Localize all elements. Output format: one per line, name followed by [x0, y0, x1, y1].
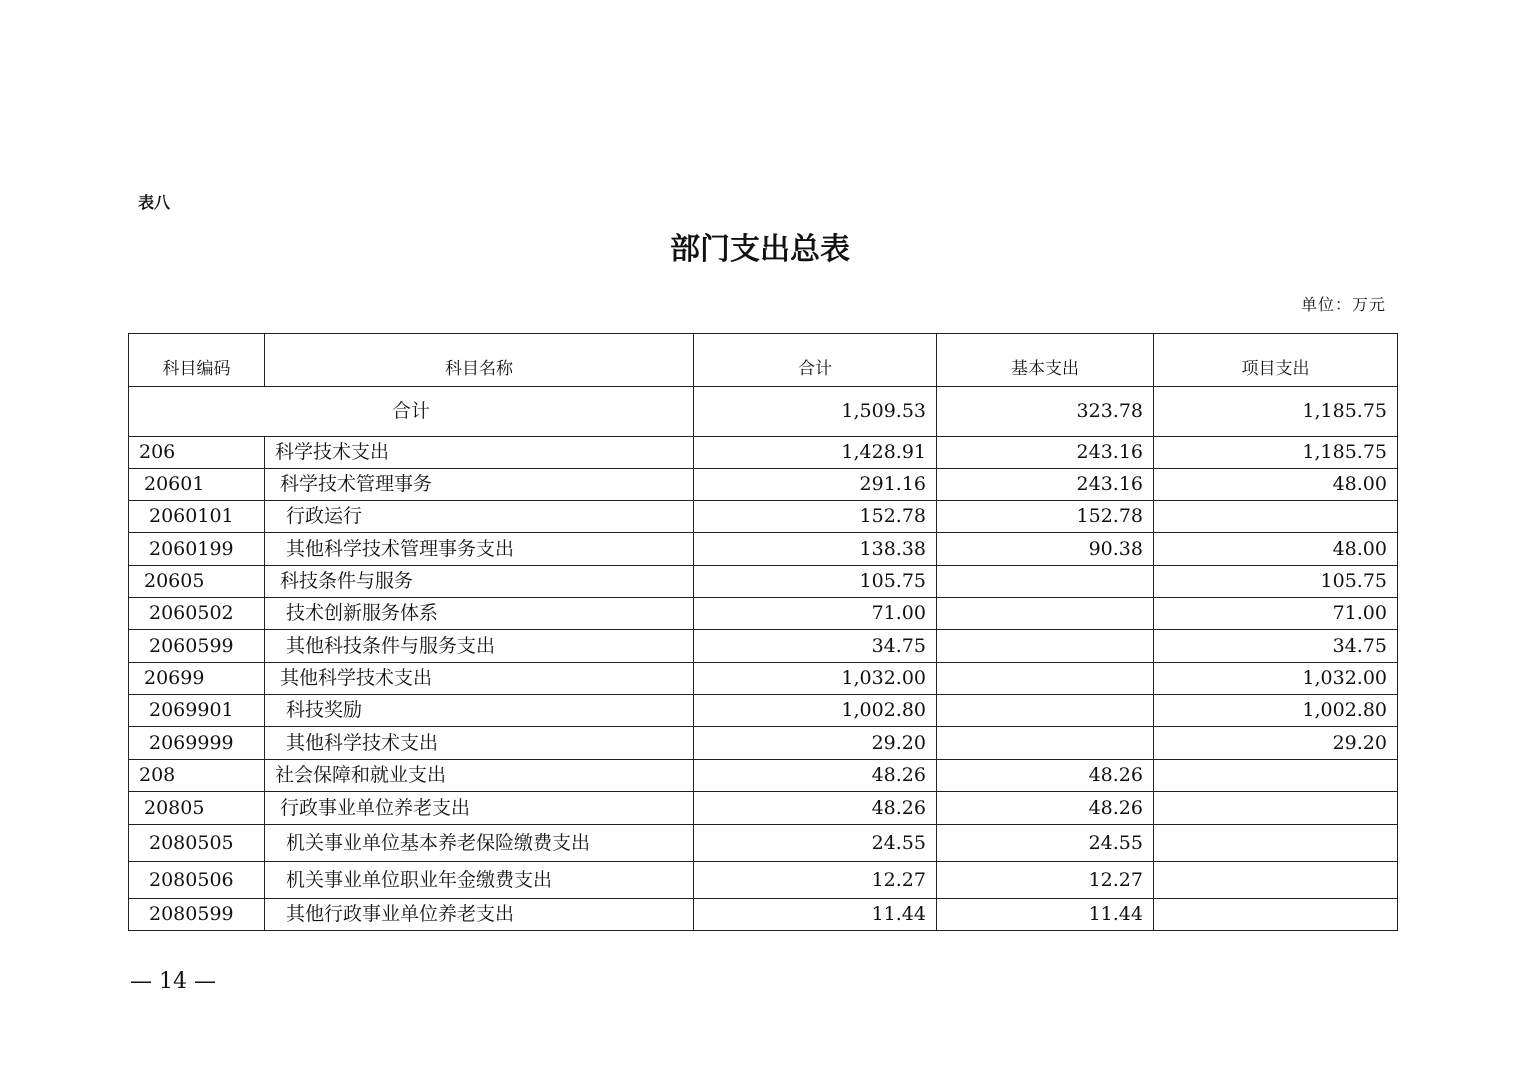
total-row-total: 1,509.53: [694, 387, 937, 437]
column-header-name: 科目名称: [265, 334, 694, 387]
row-basic: 90.38: [937, 533, 1154, 566]
row-basic: 12.27: [937, 862, 1154, 899]
row-code: 2080599: [129, 899, 265, 931]
total-row-project: 1,185.75: [1154, 387, 1398, 437]
table-label: 表八: [138, 193, 171, 212]
row-total: 1,002.80: [694, 695, 937, 727]
row-name: 科学技术管理事务: [265, 469, 694, 501]
row-basic: [937, 695, 1154, 727]
row-code: 2060599: [129, 630, 265, 663]
row-code: 2060101: [129, 501, 265, 533]
row-name: 行政事业单位养老支出: [265, 792, 694, 825]
row-basic: [937, 566, 1154, 598]
row-name: 行政运行: [265, 501, 694, 533]
row-basic: 48.26: [937, 792, 1154, 825]
row-total: 48.26: [694, 760, 937, 792]
row-project: 34.75: [1154, 630, 1398, 663]
row-total: 29.20: [694, 727, 937, 760]
header-row: [129, 334, 1398, 387]
row-project: 48.00: [1154, 469, 1398, 501]
table-row: [129, 792, 1398, 825]
row-basic: 24.55: [937, 825, 1154, 862]
table-row: [129, 566, 1398, 598]
row-basic: [937, 598, 1154, 630]
row-total: 1,428.91: [694, 437, 937, 469]
unit-label: 单位：万元: [1300, 295, 1386, 314]
row-code: 2080506: [129, 862, 265, 899]
row-basic: 152.78: [937, 501, 1154, 533]
table-row: [129, 469, 1398, 501]
table-row: [129, 899, 1398, 931]
row-basic: 48.26: [937, 760, 1154, 792]
row-code: 206: [129, 437, 265, 469]
row-project: [1154, 501, 1398, 533]
row-name: 其他行政事业单位养老支出: [265, 899, 694, 931]
total-row: [129, 387, 1398, 437]
row-project: 1,185.75: [1154, 437, 1398, 469]
column-header-total: 合计: [694, 334, 937, 387]
table-row: [129, 727, 1398, 760]
row-basic: [937, 630, 1154, 663]
table-row: [129, 437, 1398, 469]
row-code: 20805: [129, 792, 265, 825]
table-row: [129, 630, 1398, 663]
table-row: [129, 598, 1398, 630]
row-total: 138.38: [694, 533, 937, 566]
row-total: 11.44: [694, 899, 937, 931]
row-project: [1154, 792, 1398, 825]
row-name: 其他科学技术支出: [265, 663, 694, 695]
row-basic: [937, 663, 1154, 695]
row-name: 技术创新服务体系: [265, 598, 694, 630]
row-total: 71.00: [694, 598, 937, 630]
table-row: [129, 533, 1398, 566]
row-name: 社会保障和就业支出: [265, 760, 694, 792]
row-project: 71.00: [1154, 598, 1398, 630]
row-project: 1,032.00: [1154, 663, 1398, 695]
table-row: [129, 862, 1398, 899]
row-total: 1,032.00: [694, 663, 937, 695]
row-code: 20605: [129, 566, 265, 598]
total-row-basic: 323.78: [937, 387, 1154, 437]
row-code: 208: [129, 760, 265, 792]
table-row: [129, 663, 1398, 695]
page-title: 部门支出总表: [670, 232, 850, 267]
row-name: 机关事业单位基本养老保险缴费支出: [265, 825, 694, 862]
row-code: 20601: [129, 469, 265, 501]
column-header-basic: 基本支出: [937, 334, 1154, 387]
row-project: 105.75: [1154, 566, 1398, 598]
row-basic: 11.44: [937, 899, 1154, 931]
row-name: 其他科学技术支出: [265, 727, 694, 760]
row-name: 机关事业单位职业年金缴费支出: [265, 862, 694, 899]
row-project: 48.00: [1154, 533, 1398, 566]
row-project: 1,002.80: [1154, 695, 1398, 727]
row-project: [1154, 760, 1398, 792]
row-total: 291.16: [694, 469, 937, 501]
row-code: 2069999: [129, 727, 265, 760]
row-total: 152.78: [694, 501, 937, 533]
column-header-project: 项目支出: [1154, 334, 1398, 387]
row-name: 科学技术支出: [265, 437, 694, 469]
table-row: [129, 760, 1398, 792]
row-total: 34.75: [694, 630, 937, 663]
row-project: [1154, 862, 1398, 899]
column-header-code: 科目编码: [129, 334, 265, 387]
row-total: 24.55: [694, 825, 937, 862]
table-row: [129, 825, 1398, 862]
row-name: 其他科学技术管理事务支出: [265, 533, 694, 566]
row-project: 29.20: [1154, 727, 1398, 760]
row-code: 2080505: [129, 825, 265, 862]
table-row: [129, 501, 1398, 533]
row-total: 12.27: [694, 862, 937, 899]
row-total: 105.75: [694, 566, 937, 598]
page-number: — 14 —: [130, 969, 216, 994]
total-row-label: 合计: [129, 387, 694, 437]
row-code: 2060502: [129, 598, 265, 630]
row-code: 2069901: [129, 695, 265, 727]
table-row: [129, 695, 1398, 727]
row-basic: [937, 727, 1154, 760]
row-code: 20699: [129, 663, 265, 695]
row-total: 48.26: [694, 792, 937, 825]
row-code: 2060199: [129, 533, 265, 566]
row-project: [1154, 899, 1398, 931]
row-name: 其他科技条件与服务支出: [265, 630, 694, 663]
row-basic: 243.16: [937, 437, 1154, 469]
row-name: 科技条件与服务: [265, 566, 694, 598]
row-basic: 243.16: [937, 469, 1154, 501]
expense-table: [128, 333, 1398, 931]
row-project: [1154, 825, 1398, 862]
row-name: 科技奖励: [265, 695, 694, 727]
